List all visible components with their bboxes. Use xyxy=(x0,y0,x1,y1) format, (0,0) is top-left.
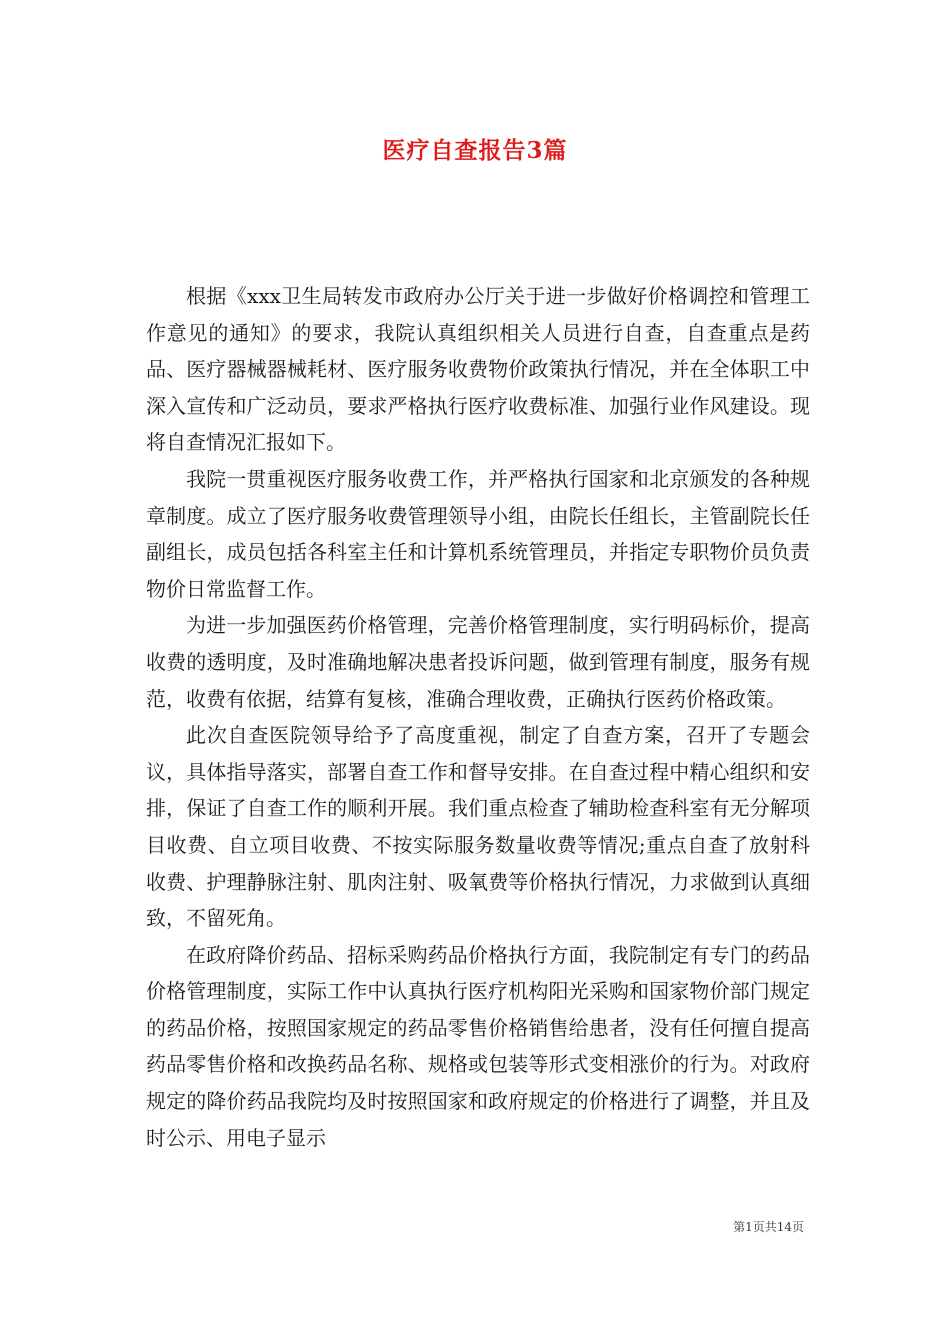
paragraph-4: 此次自查医院领导给予了高度重视，制定了自查方案，召开了专题会议，具体指导落实，部署自查工作和督导安排。在自查过程中精心组织和安排，保证了自查工作的顺利开展。我们重点检查了辅助检查科室有无分解项目收费、自立项目收费、不按实际服务数量收费等情况;重点自查了放射科收费、护理静脉注射、肌肉注射、吸氧费等价格执行情况，力求做到认真细致，不留死角。 xyxy=(146,723,810,931)
paragraph-3: 为进一步加强医药价格管理，完善价格管理制度，实行明码标价，提高收费的透明度，及时准确地解决患者投诉问题，做到管理有制度，服务有规范，收费有依据，结算有复核，准确合理收费，正确执行医药价格政策。 xyxy=(146,613,810,711)
document-body xyxy=(146,278,810,1156)
paragraph-5: 在政府降价药品、招标采购药品价格执行方面，我院制定有专门的药品价格管理制度，实际工作中认真执行医疗机构阳光采购和国家物价部门规定的药品价格，按照国家规定的药品零售价格销售给患者，没有任何擅自提高药品零售价格和改换药品名称、规格或包装等形式变相涨价的行为。对政府规定的降价药品我院均及时按照国家和政府规定的价格进行了调整，并且及时公示、用电子显示 xyxy=(146,942,810,1150)
page-number-footer: 第1页共14页 xyxy=(733,1220,804,1234)
document-title: 医疗自查报告3篇 xyxy=(382,137,568,164)
paragraph-2: 我院一贯重视医疗服务收费工作，并严格执行国家和北京颁发的各种规章制度。成立了医疗服务收费管理领导小组，由院长任组长，主管副院长任副组长，成员包括各科室主任和计算机系统管理员，并指定专职物价员负责物价日常监督工作。 xyxy=(146,466,810,601)
paragraph-1: 根据《xxx卫生局转发市政府办公厅关于进一步做好价格调控和管理工作意见的通知》的要求，我院认真组织相关人员进行自查，自查重点是药品、医疗器械器械耗材、医疗服务收费物价政策执行情况，并在全体职工中深入宣传和广泛动员，要求严格执行医疗收费标准、加强行业作风建设。现将自查情况汇报如下。 xyxy=(146,284,810,455)
